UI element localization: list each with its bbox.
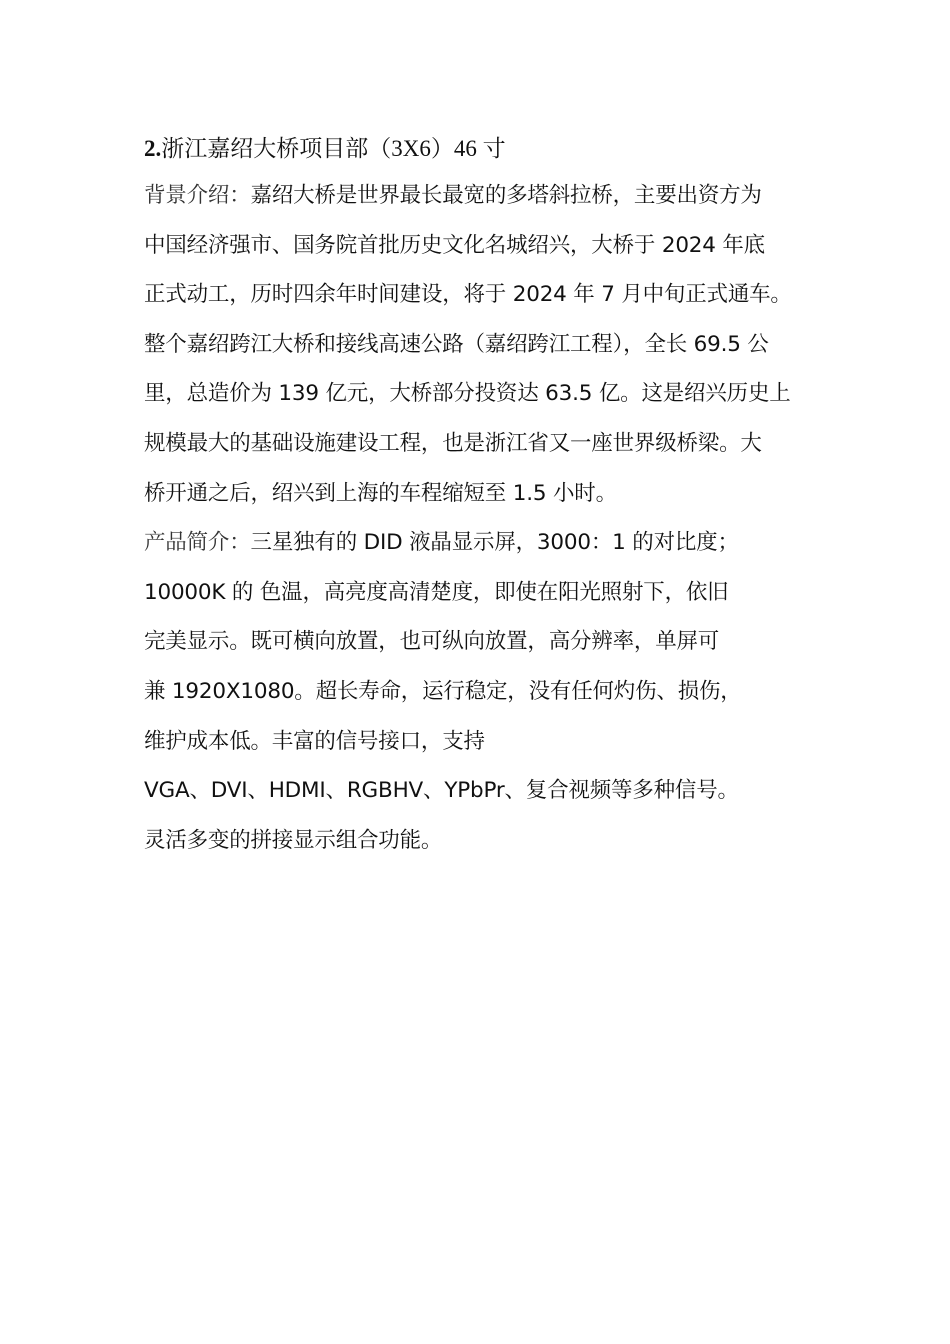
background-line-1 [144,171,812,221]
background-line-5: 里，总造价为 139 亿元，大桥部分投资达 63.5 亿。这是绍兴历史上 [144,381,791,407]
product-line-5: 维护成本低。丰富的信号接口，支持 [144,728,485,754]
product-line-4: 兼 1920X1080。超长寿命，运行稳定，没有任何灼伤、损伤， [144,678,742,704]
product-line-1 [144,518,812,568]
document-body [144,127,812,865]
product-label: 产品简介： [144,530,251,556]
section-title: 浙江嘉绍大桥项目部（3X6）46 寸 [161,136,506,161]
section-heading [144,127,812,171]
background-line-4: 整个嘉绍跨江大桥和接线高速公路（嘉绍跨江工程），全长 69.5 公 [144,331,769,357]
background-line-3: 正式动工，历时四余年时间建设，将于 2024 年 7 月中旬正式通车。 [144,282,792,308]
product-text: 三星独有的 DID 液晶显示屏，3000：1 的对比度； [250,530,739,556]
background-line-7: 桥开通之后，绍兴到上海的车程缩短至 1.5 小时。 [144,480,617,506]
product-line-3: 完美显示。既可横向放置，也可纵向放置，高分辨率，单屏可 [144,629,720,655]
background-label: 背景介绍： [144,183,251,208]
background-text: 嘉绍大桥是世界最长最宽的多塔斜拉桥，主要出资方为 [250,183,762,208]
background-line-2: 中国经济强市、国务院首批历史文化名城绍兴，大桥于 2024 年底 [144,232,765,258]
background-line-6: 规模最大的基础设施建设工程，也是浙江省又一座世界级桥梁。大 [144,430,762,456]
product-line-2: 10000K 的 色温，高亮度高清楚度，即使在阳光照射下，依旧 [144,579,729,605]
product-line-7: 灵活多变的拼接显示组合功能。 [144,827,443,853]
product-line-6: VGA、DVI、HDMI、RGBHV、YPbPr、复合视频等多种信号。 [144,778,739,804]
section-number: 2. [144,136,162,161]
